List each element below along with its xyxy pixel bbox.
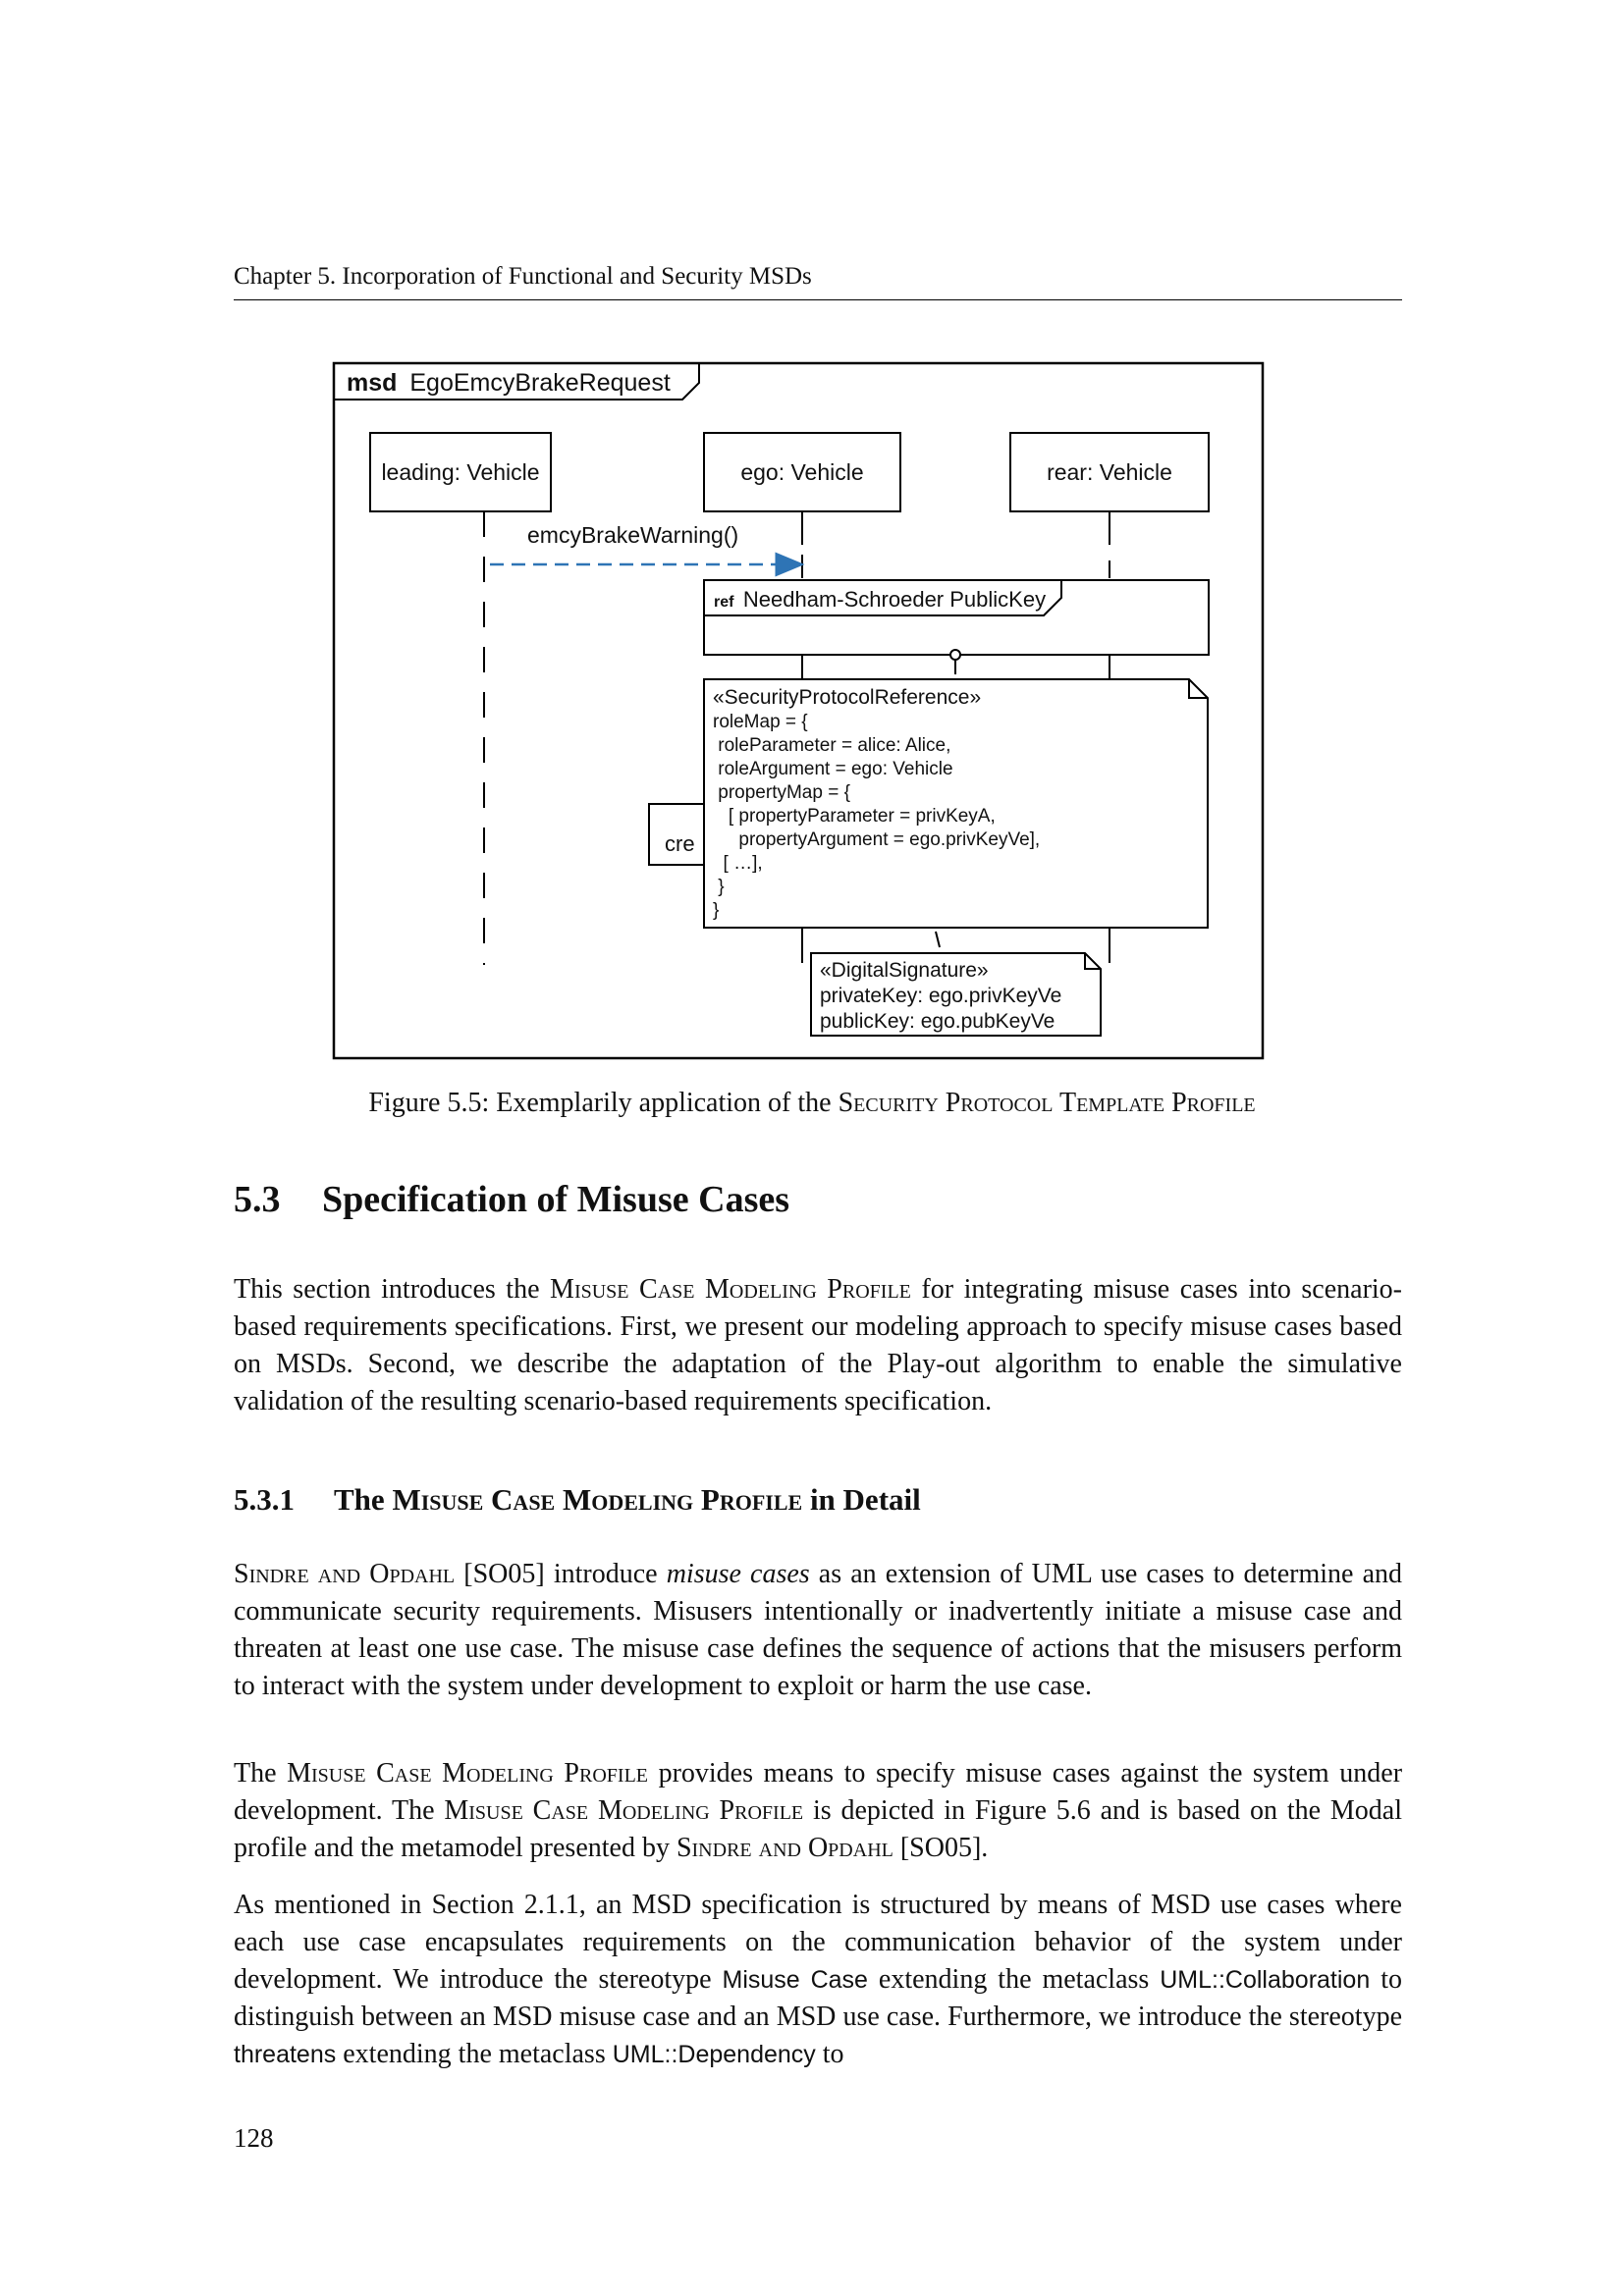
svg-text:ref Needham-Schroeder Publ bbox=[714, 587, 1046, 612]
section-heading bbox=[234, 1178, 789, 1221]
text-run: extending the metaclass bbox=[867, 1964, 1161, 1995]
protocol-note-line: [ propertyParameter = privKeyA, bbox=[713, 806, 996, 827]
profile-name: Misuse Case Modeling Profile bbox=[444, 1795, 804, 1826]
signature-note-line: publicKey: ego.pubKeyVe bbox=[820, 1010, 1056, 1033]
stereotype-name: Misuse Case bbox=[722, 1966, 868, 1994]
text-run: [SO05] introduce bbox=[455, 1559, 667, 1589]
protocol-note-line: [ …], bbox=[713, 853, 763, 874]
protocol-note-line: roleParameter = alice: Alice, bbox=[713, 735, 951, 756]
protocol-note-line: propertyArgument = ego.privKeyVe], bbox=[713, 829, 1041, 850]
protocol-note-line: «SecurityProtocolReference» bbox=[713, 686, 982, 709]
protocol-note-line: roleMap = { bbox=[713, 712, 808, 732]
author-names: Sindre and Opdahl bbox=[234, 1559, 456, 1589]
text-run: provides means to specify misuse cases against the system under development. The bbox=[234, 1758, 1403, 1826]
protocol-note-line: roleArgument = ego: Vehicle bbox=[713, 759, 953, 779]
page-number: 128 bbox=[234, 2123, 274, 2153]
text-run: for integrating misuse cases into scenario-based requirements specifications. First, we present our modeling approach to specify misuse cases based on MSDs. Second, we describe the adaptation of the Play-out algorithm to enable the simulative validation of the resulting scenario-based requirements specification. bbox=[234, 1274, 1403, 1416]
figure-caption bbox=[0, 1088, 1624, 1119]
hidden-fragment-text: cre bbox=[665, 831, 695, 856]
protocol-note-line: propertyMap = { bbox=[713, 782, 850, 803]
subsection-title-part: in Detail bbox=[802, 1482, 921, 1517]
profile-name: Misuse Case Modeling Profile bbox=[550, 1274, 911, 1305]
signature-anchor-line bbox=[936, 932, 940, 947]
paragraph-profile bbox=[234, 1755, 1402, 1867]
running-header: Chapter 5. Incorporation of Functional and Security MSDs bbox=[234, 263, 812, 290]
msd-keyword: msd bbox=[347, 369, 398, 397]
metaclass-name: UML::Dependency bbox=[612, 2041, 816, 2068]
emphasis: misuse cases bbox=[666, 1559, 810, 1589]
svg-text:msd EgoEmcyBrakeRequest bbox=[347, 369, 671, 397]
protocol-note-line: } bbox=[713, 877, 725, 897]
text-run: extending the metaclass bbox=[336, 2039, 613, 2069]
text-run: as an extension of UML use cases to determine and communicate security requirements. Misusers intentionally or inadvertently initiate a misuse case and threaten at least one use case. The misuse case defines the sequence of actions that the misusers perform to interact with the system under development to exploit or harm the use case. bbox=[234, 1559, 1402, 1701]
text-run: to bbox=[815, 2039, 844, 2069]
message-label: emcyBrakeWarning() bbox=[527, 522, 739, 548]
signature-note-line: privateKey: ego.privKeyVe bbox=[820, 985, 1062, 1007]
header-rule bbox=[234, 299, 1402, 300]
ref-name: Needham-Schroeder PublicKey bbox=[742, 587, 1047, 612]
msd-diagram bbox=[327, 358, 1270, 1065]
text-run: As mentioned in Section 2.1.1, an MSD specification is structured by means of MSD use cases where each use case encapsulates requirements on the communication behavior of the system under development. We introduce the stereotype bbox=[234, 1890, 1402, 1995]
stereotype-name: threatens bbox=[234, 2041, 337, 2068]
text-run: The bbox=[234, 1758, 288, 1789]
author-names: Sindre and Opdahl bbox=[676, 1833, 893, 1863]
text-run: This section introduces the bbox=[234, 1274, 551, 1305]
note-anchor-circle bbox=[950, 650, 960, 660]
msd-name: EgoEmcyBrakeRequest bbox=[409, 369, 671, 397]
caption-profile-name: Security Protocol Template Profile bbox=[838, 1088, 1256, 1118]
signature-note-line: «DigitalSignature» bbox=[820, 959, 989, 982]
lifeline-label-leading: leading: Vehicle bbox=[381, 459, 540, 485]
paragraph-intro bbox=[234, 1271, 1402, 1420]
subsection-title-part: The bbox=[334, 1482, 393, 1517]
ref-keyword: ref bbox=[714, 594, 734, 611]
subsection-number: 5.3.1 bbox=[234, 1482, 295, 1517]
section-number: 5.3 bbox=[234, 1179, 281, 1220]
profile-name: Misuse Case Modeling Profile bbox=[287, 1758, 649, 1789]
section-title: Specification of Misuse Cases bbox=[322, 1179, 790, 1220]
paragraph-stereotypes bbox=[234, 1887, 1402, 2073]
text-run: to distinguish between an MSD misuse case and an MSD use case. Furthermore, we introduce the stereotype bbox=[234, 1964, 1402, 2032]
protocol-note-line: } bbox=[713, 900, 720, 921]
lifeline-label-ego: ego: Vehicle bbox=[740, 459, 864, 485]
lifeline-label-rear: rear: Vehicle bbox=[1047, 459, 1172, 485]
metaclass-name: UML::Collaboration bbox=[1160, 1966, 1371, 1994]
caption-prefix: Figure 5.5: Exemplarily application of the bbox=[368, 1088, 839, 1118]
paragraph-misuse-cases bbox=[234, 1556, 1402, 1705]
text-run: is depicted in Figure 5.6 and is based on the Modal profile and the metamodel presented by bbox=[234, 1795, 1402, 1863]
text-run: [SO05]. bbox=[893, 1833, 989, 1863]
subsection-heading bbox=[234, 1482, 921, 1518]
subsection-title-part: Misuse Case Modeling Profile bbox=[392, 1482, 803, 1517]
